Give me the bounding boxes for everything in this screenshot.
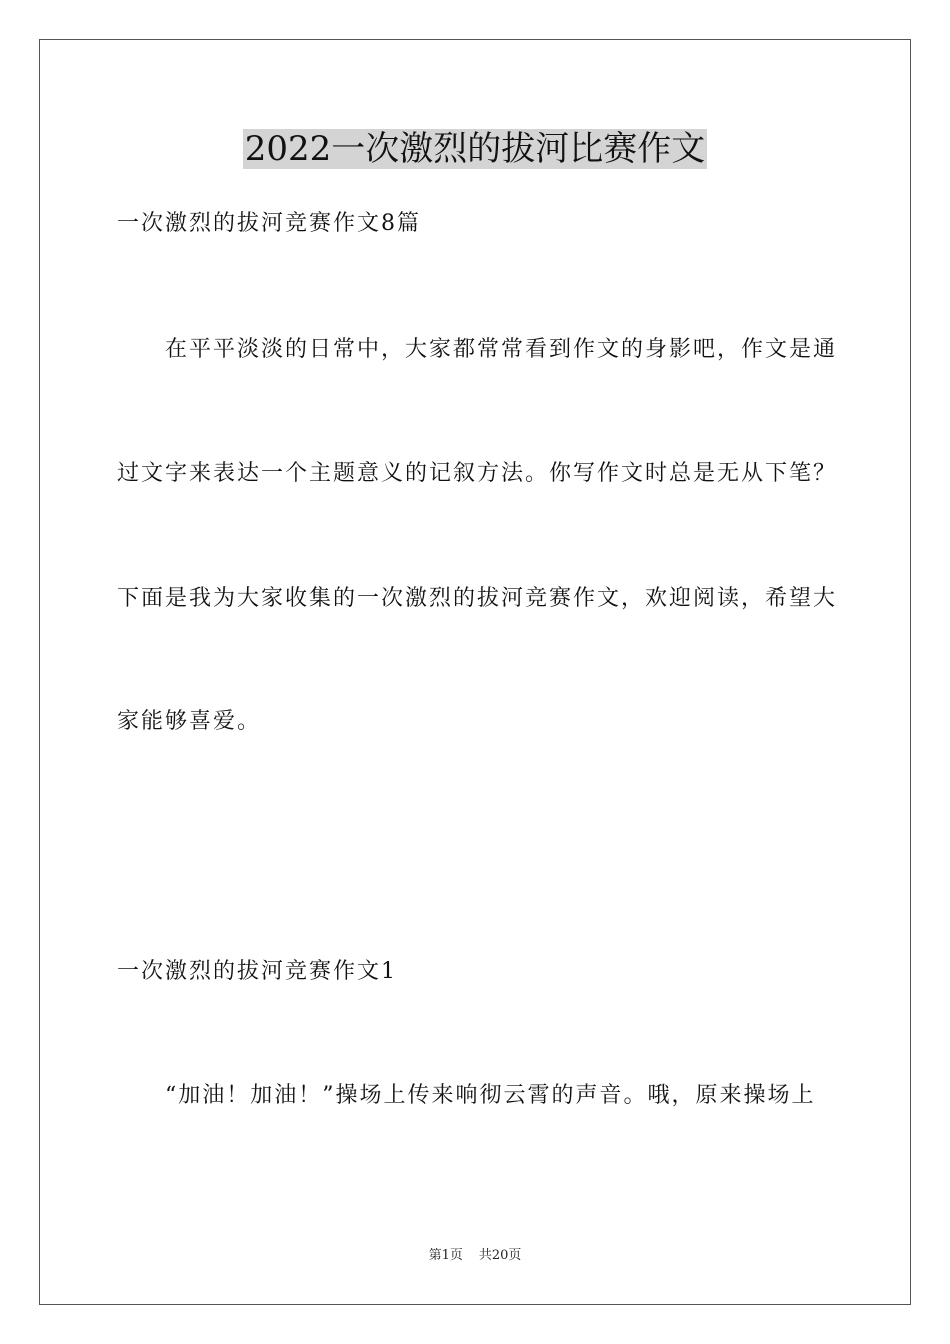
page-total: 共20页 xyxy=(478,1248,522,1263)
paragraph-line: 在平平淡淡的日常中，大家都常常看到作文的身影吧，作文是通 xyxy=(165,337,838,362)
paragraph-line: 家能够喜爱。 xyxy=(117,709,262,734)
document-title xyxy=(0,126,950,172)
subtitle-line: 一次激烈的拔河竞赛作文8篇 xyxy=(117,211,421,236)
page-footer xyxy=(0,1247,950,1265)
paragraph-line: 过文字来表达一个主题意义的记叙方法。你写作文时总是无从下笔？ xyxy=(117,461,838,486)
paragraph-line: “加油！加油！”操场上传来响彻云霄的声音。哦，原来操场上 xyxy=(165,1083,816,1108)
paragraph-line: 下面是我为大家收集的一次激烈的拔河竞赛作文，欢迎阅读，希望大 xyxy=(117,586,838,611)
section-heading: 一次激烈的拔河竞赛作文1 xyxy=(117,959,397,984)
page-number: 第1页 xyxy=(428,1248,463,1263)
document-title-text: 2022一次激烈的拔河比赛作文 xyxy=(244,129,706,169)
